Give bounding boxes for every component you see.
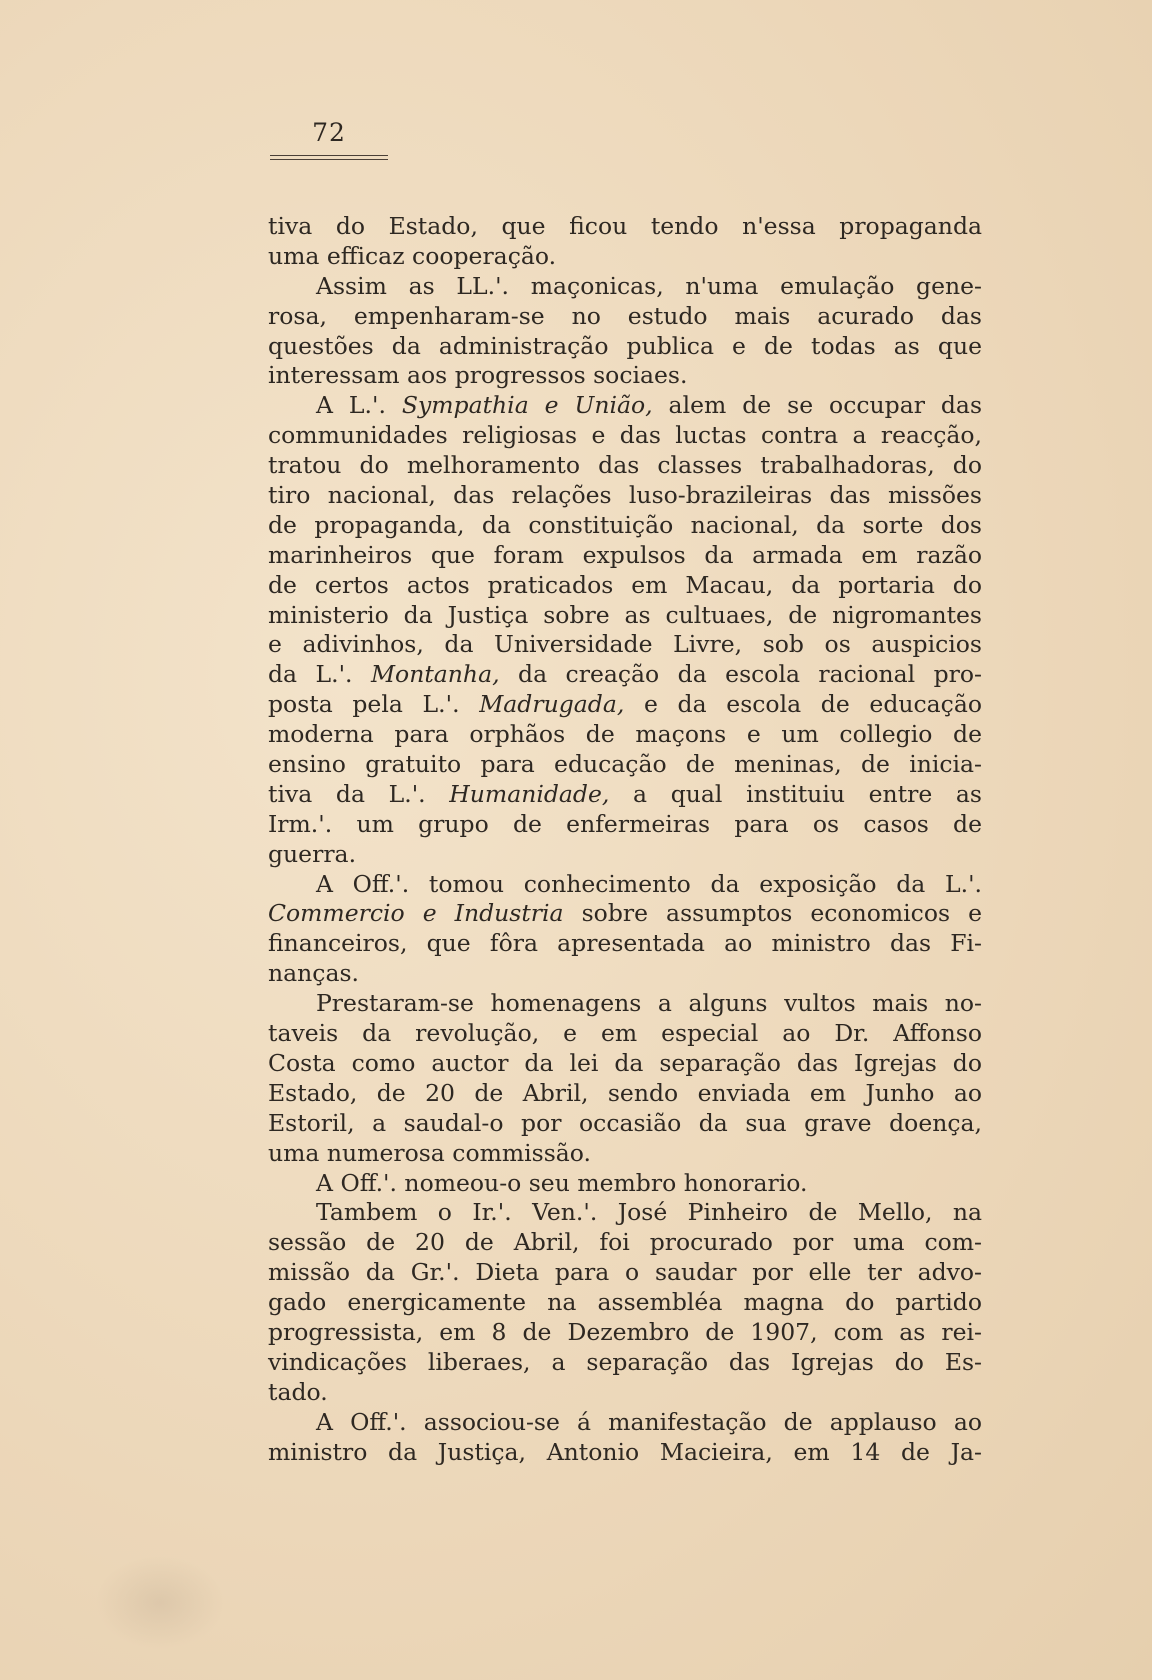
text-line: A Off.'. tomou conhecimento da exposição da L.'. <box>316 869 982 898</box>
text-line: gado energicamente na assembléa magna do partido <box>268 1288 982 1317</box>
text-line: nanças. <box>268 959 359 988</box>
text-line: missão da Gr.'. Dieta para o saudar por elle ter advo- <box>268 1258 982 1287</box>
text-line: Estoril, a saudal-o por occasião da sua grave doença, <box>268 1108 982 1137</box>
text-line: Assim as LL.'. maçonicas, n'uma emulação gene- <box>316 271 982 300</box>
body-text <box>268 212 982 1467</box>
text-line: ministerio da Justiça sobre as cultuaes, de nigromantes <box>268 600 982 629</box>
text-line: Irm.'. um grupo de enfermeiras para os casos de <box>268 809 982 838</box>
text-line: financeiros, que fôra apresentada ao ministro das Fi- <box>268 929 982 958</box>
italic-title: Commercio e Industria <box>268 899 564 928</box>
text-line <box>268 780 982 810</box>
text-line: Estado, de 20 de Abril, sendo enviada em Junho ao <box>268 1078 982 1107</box>
text-line: Prestaram-se homenagens a alguns vultos mais no- <box>316 989 982 1018</box>
text-line: tiva do Estado, que ficou tendo n'essa propaganda <box>268 212 982 240</box>
text-fragment: tiva da L.'. <box>268 779 450 808</box>
text-line: Costa como auctor da lei da separação das Igrejas do <box>268 1048 982 1077</box>
text-line: de propaganda, da constituição nacional, da sorte dos <box>268 510 982 539</box>
text-fragment: posta pela L.'. <box>268 690 480 719</box>
text-line: rosa, empenharam-se no estudo mais acurado das <box>268 301 982 330</box>
text-fragment: e da escola de educação <box>624 690 982 719</box>
text-line: marinheiros que foram expulsos da armada em razão <box>268 540 982 569</box>
text-fragment: a qual instituiu entre as <box>609 779 982 808</box>
text-line: guerra. <box>268 839 357 868</box>
text-line: communidades religiosas e das luctas contra a reacção, <box>268 421 982 450</box>
text-fragment: A L.'. <box>316 391 402 420</box>
text-fragment: da creação da escola racional pro- <box>499 660 982 689</box>
text-fragment: sobre assumptos economicos e <box>563 899 982 928</box>
text-line: questões da administração publica e de todas as que <box>268 331 982 360</box>
text-line: tado. <box>268 1377 328 1406</box>
text-line: Tambem o Ir.'. Ven.'. José Pinheiro de Mello, na <box>316 1198 982 1227</box>
italic-title: Sympathia e União, <box>401 391 653 420</box>
text-line: ensino gratuito para educação de meninas, de inicia- <box>268 750 982 779</box>
text-fragment: da L.'. <box>268 660 371 689</box>
page-number-rule-double <box>270 159 388 160</box>
text-line: moderna para orphãos de maçons e um collegio de <box>268 720 982 749</box>
text-line <box>268 690 982 720</box>
page-number: 72 <box>312 118 346 147</box>
italic-title: Humanidade, <box>449 779 610 808</box>
text-line: e adivinhos, da Universidade Livre, sob os auspicios <box>268 630 982 659</box>
page-number-rule <box>270 155 388 156</box>
italic-title: Madrugada, <box>479 690 625 719</box>
text-line <box>268 391 982 421</box>
paper-stain <box>95 1555 225 1650</box>
text-line <box>268 660 982 690</box>
text-line: uma numerosa commissão. <box>268 1138 592 1167</box>
text-line: sessão de 20 de Abril, foi procurado por uma com- <box>268 1228 982 1257</box>
text-fragment: alem de se occupar das <box>652 391 983 420</box>
text-line: A Off.'. nomeou-o seu membro honorario. <box>316 1168 808 1197</box>
text-line <box>268 899 982 929</box>
text-line: progressista, em 8 de Dezembro de 1907, com as rei- <box>268 1317 982 1346</box>
text-line: tratou do melhoramento das classes trabalhadoras, do <box>268 451 982 480</box>
text-line: ministro da Justiça, Antonio Macieira, em 14 de Ja- <box>268 1437 982 1466</box>
text-line: A Off.'. associou-se á manifestação de applauso ao <box>316 1407 982 1436</box>
text-line: vindicações liberaes, a separação das Igrejas do Es- <box>268 1347 982 1376</box>
text-line: interessam aos progressos sociaes. <box>268 361 688 390</box>
italic-title: Montanha, <box>371 660 500 689</box>
text-line: de certos actos praticados em Macau, da portaria do <box>268 570 982 599</box>
text-line: uma efficaz cooperação. <box>268 241 557 270</box>
text-line: taveis da revolução, e em especial ao Dr. Affonso <box>268 1019 982 1048</box>
text-line: tiro nacional, das relações luso-brazileiras das missões <box>268 481 982 510</box>
